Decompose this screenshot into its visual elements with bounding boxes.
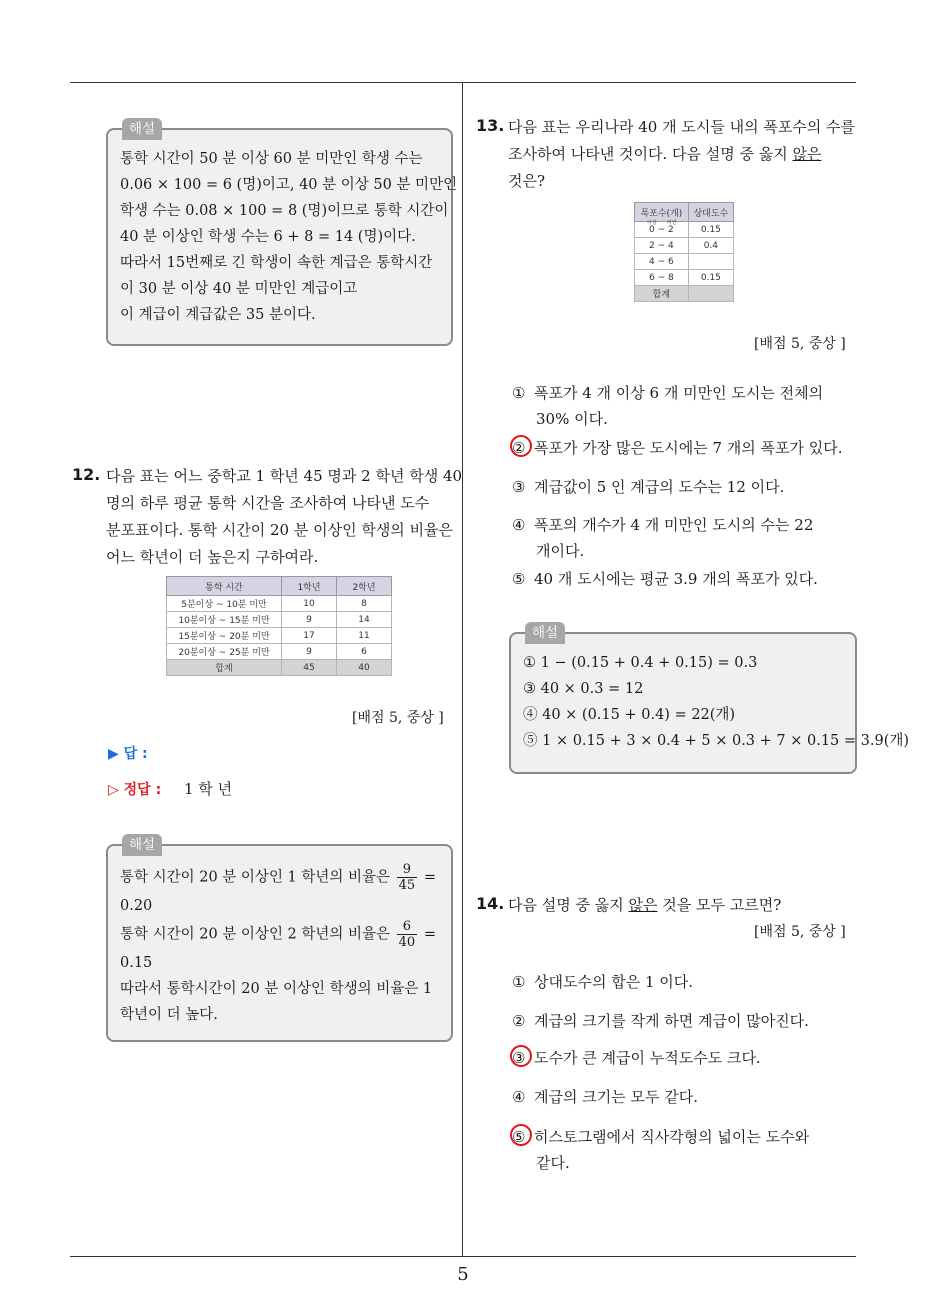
solution-line: 이 계급이 계급값은 35 분이다. [120,307,316,323]
choice-number: ③ [512,478,526,496]
table-cell: 11 [337,628,392,644]
table-cell: 40 [337,660,392,676]
q13-solution-box [509,625,910,774]
column-divider [462,83,463,1256]
table-cell: 9 [282,644,337,660]
q12-line: 명의 하루 평균 통학 시간을 조사하여 나타낸 도수 [106,494,430,512]
fraction [397,919,418,950]
solution-line [120,862,439,893]
table-cell: 0.15 [688,270,733,286]
fraction-denominator: 40 [398,935,416,950]
table-row [167,612,392,628]
q13-choice-5[interactable] [512,566,818,592]
table-cell: 9 [282,612,337,628]
q12-score: [배점 5, 중상 ] [352,710,444,726]
table-cell-text: 0 ~ 2 [648,224,674,235]
table-header: 2학년 [337,577,392,596]
solution-line: 따라서 15번째로 긴 학생이 속한 계급은 통학시간 [120,255,433,271]
table-row [167,596,392,612]
q13-choice-4[interactable] [512,512,813,564]
table-row [635,238,734,254]
choice-text-continued: 30% 이다. [536,410,608,428]
equals-sign: = [423,869,436,886]
choice-number: ② [512,439,526,457]
q12-text [106,463,463,571]
choice-text: 상대도수의 합은 1 이다. [534,973,694,991]
solution-line: 이 30 분 이상 40 분 미만인 계급이고 [120,281,358,297]
table-total-row [635,286,734,302]
table-cell: 4 ~ 6 [635,254,689,270]
solution-line: 학년이 더 높다. [120,1007,218,1023]
solution-text: 통학 시간이 20 분 이상인 2 학년의 비율은 [120,926,391,943]
q12-correct-value: 1 학 년 [184,780,233,798]
table-row [167,628,392,644]
table-header: 상대도수 [688,203,733,222]
solution-line: 0.06 × 100 = 6 (명)이고, 40 분 이상 50 분 미만인 [120,177,458,193]
choice-number: ④ [512,516,526,534]
table-cell: 6 ~ 8 [635,270,689,286]
q12-line: 어느 학년이 더 높은지 구하여라. [106,548,319,566]
table-cell: 15분이상 ~ 20분 미만 [167,628,282,644]
table-total-row [167,660,392,676]
table-cell: 45 [282,660,337,676]
q12-line: 다음 표는 어느 중학교 1 학년 45 명과 2 학년 학생 40 [106,467,463,485]
choice-text: 폭포가 가장 많은 도시에는 7 개의 폭포가 있다. [534,439,843,457]
choice-number: ③ [512,1049,526,1067]
choice-text: 히스토그램에서 직사각형의 넓이는 도수와 [534,1128,810,1146]
table-cell [635,222,689,238]
q13-underlined-word: 않은 [792,145,822,163]
q13-text [508,114,858,195]
solution-line: 통학 시간이 50 분 이상 60 분 미만인 학생 수는 [120,151,423,167]
q14-line-text: 것을 모두 고르면? [657,896,782,914]
page-number: 5 [457,1264,469,1285]
choice-text: 폭포의 개수가 4 개 미만인 도시의 수는 22 [534,516,814,534]
q13-line: 다음 표는 우리나라 40 개 도시들 내의 폭포수의 수를 [508,118,856,136]
q12-number: 12. [72,465,101,484]
fraction-numerator: 6 [397,919,418,935]
table-row [167,644,392,660]
table-header: 1학년 [282,577,337,596]
q12-solution-box [106,837,453,1042]
table-header: 통학 시간 [167,577,282,596]
q12-correct-label: ▷ 정답 : [108,782,162,798]
solution-line: ④ 40 × (0.15 + 0.4) = 22(개) [523,707,736,723]
solution-tag: 해설 [122,834,162,856]
table-cell: 합계 [167,660,282,676]
table-row [635,254,734,270]
q14-choice-1[interactable] [512,969,693,995]
q14-number: 14. [476,894,505,913]
choice-text: 40 개 도시에는 평균 3.9 개의 폭포가 있다. [534,570,818,588]
table-cell: 6 [337,644,392,660]
table-cell: 14 [337,612,392,628]
tiny-label: 이상 [647,220,657,226]
choice-text: 폭포가 4 개 이상 6 개 미만인 도시는 전체의 [534,384,824,402]
q14-choice-4[interactable] [512,1084,698,1110]
fraction [397,862,418,893]
choice-number: ⑤ [512,1128,526,1146]
table-row [635,270,734,286]
q13-line [508,141,858,168]
q14-text [508,892,858,919]
q14-line-text: 다음 설명 중 옳지 [508,896,629,914]
solution-line: 40 분 이상인 학생 수는 6 + 8 = 14 (명)이다. [120,229,416,245]
q14-underlined-word: 않은 [628,896,658,914]
choice-text: 계급의 크기는 모두 같다. [534,1088,698,1106]
q14-choice-5[interactable] [512,1124,809,1176]
top-rule [70,82,856,83]
solution-line: 0.15 [120,955,153,971]
choice-number: ① [512,384,526,402]
solution-line: ① 1 − (0.15 + 0.4 + 0.15) = 0.3 [523,655,758,671]
choice-text: 도수가 큰 계급이 누적도수도 크다. [534,1049,761,1067]
table-cell [688,286,733,302]
q11-solution-box [106,121,458,346]
q14-choice-2[interactable] [512,1008,809,1034]
choice-text: 계급값이 5 인 계급의 도수는 12 이다. [534,478,785,496]
table-cell: 20분이상 ~ 25분 미만 [167,644,282,660]
table-header: 폭포수(개) [635,203,689,222]
table-cell: 10 [282,596,337,612]
table-cell: 10분이상 ~ 15분 미만 [167,612,282,628]
q13-choice-1[interactable] [512,380,823,432]
q13-number: 13. [476,116,505,135]
choice-number: ④ [512,1088,526,1106]
table-cell: 0.15 [688,222,733,238]
table-cell: 17 [282,628,337,644]
solution-line: ③ 40 × 0.3 = 12 [523,681,644,697]
choice-text-continued: 개이다. [536,542,585,560]
q14-score: [배점 5, 중상 ] [754,924,846,940]
q12-frequency-table [166,576,392,676]
choice-number: ⑤ [512,570,526,588]
solution-line: ⑤ 1 × 0.15 + 3 × 0.4 + 5 × 0.3 + 7 × 0.15 = 3.9(개) [523,733,910,749]
equals-sign: = [423,926,436,943]
q13-line-text: 조사하여 나타낸 것이다. 다음 설명 중 옳지 [508,145,793,163]
table-cell: 2 ~ 4 [635,238,689,254]
table-cell: 8 [337,596,392,612]
q13-line: 것은? [508,172,546,190]
solution-text: 통학 시간이 20 분 이상인 1 학년의 비율은 [120,869,391,886]
choice-text: 계급의 크기를 작게 하면 계급이 많아진다. [534,1012,809,1030]
solution-line: 따라서 통학시간이 20 분 이상인 학생의 비율은 1 [120,981,433,997]
q14-line [508,892,858,919]
table-row [635,222,734,238]
table-cell [688,254,733,270]
q13-choice-3[interactable] [512,474,784,500]
fraction-denominator: 45 [398,878,416,893]
table-cell: 0.4 [688,238,733,254]
q12-line: 분포표이다. 통학 시간이 20 분 이상인 학생의 비율은 [106,521,454,539]
q14-choice-3[interactable] [512,1045,761,1071]
table-cell: 5분이상 ~ 10분 미만 [167,596,282,612]
solution-line [120,919,439,950]
table-cell: 합계 [635,286,689,302]
q13-choice-2[interactable] [512,435,843,461]
solution-tag: 해설 [525,622,565,644]
choice-text-continued: 같다. [536,1154,570,1172]
tiny-label: 미만 [667,220,677,226]
q13-score: [배점 5, 중상 ] [754,336,846,352]
solution-line: 0.20 [120,898,153,914]
solution-tag: 해설 [122,118,162,140]
q12-answer-label: ▶ 답 : [108,746,148,762]
fraction-numerator: 9 [397,862,418,878]
choice-number: ② [512,1012,526,1030]
choice-number: ① [512,973,526,991]
solution-line: 학생 수는 0.08 × 100 = 8 (명)이므로 통학 시간이 [120,203,449,219]
q13-frequency-table [634,202,734,302]
bottom-rule [70,1256,856,1257]
